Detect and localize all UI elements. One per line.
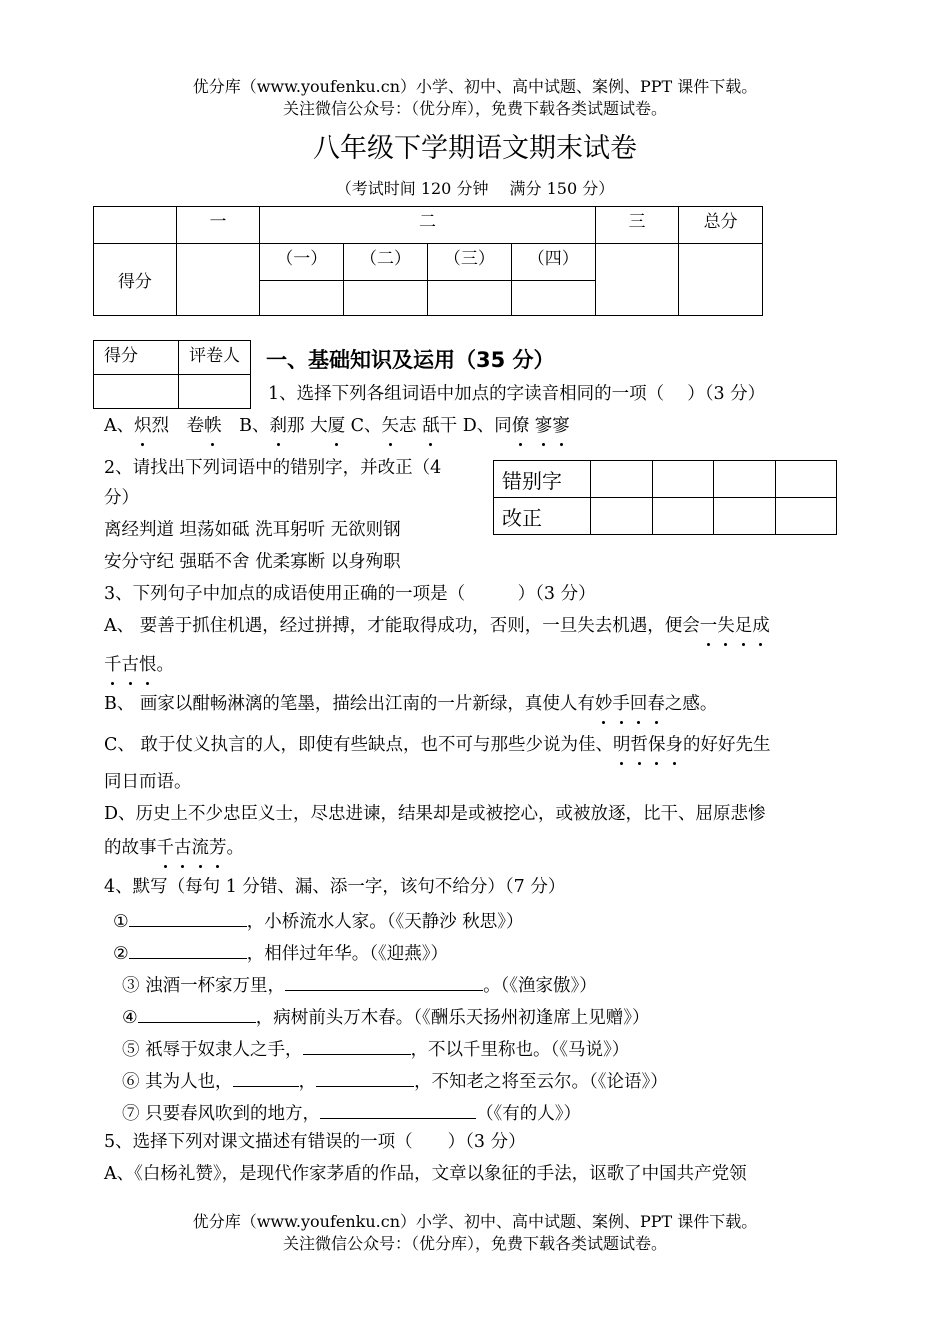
q3-d-text: 的故事 <box>104 838 157 858</box>
section-1-heading: 一、基础知识及运用（35 分） <box>266 348 555 372</box>
score-cell-1[interactable] <box>176 244 260 316</box>
q1-text: 卷 <box>186 416 205 436</box>
q4-item-3-text: ③ 浊酒一杯家万里， <box>122 976 286 996</box>
page-title: 八年级下学期语文期末试卷 <box>313 133 637 164</box>
grader-name-cell[interactable] <box>179 375 251 409</box>
score-cell-2-4[interactable] <box>511 281 595 316</box>
q1-dot-char: 僚 <box>512 413 530 439</box>
dotted-char: 古 <box>122 652 140 678</box>
score-col-1: 一 <box>176 207 260 244</box>
q4-item-5 <box>122 1034 629 1063</box>
score-table <box>93 206 763 316</box>
q4-blank-7[interactable] <box>320 1098 476 1119</box>
dotted-char: 恨 <box>139 652 157 678</box>
q2-wrong-cell-4[interactable] <box>775 461 837 498</box>
dotted-char: 流 <box>192 835 210 861</box>
q1-opt-a-label: A、 <box>104 416 135 436</box>
q1-opt-d-label: D、同 <box>457 416 512 436</box>
grader-box <box>93 340 251 409</box>
dotted-char: 手 <box>612 691 630 717</box>
dotted-char: 芳 <box>209 835 227 861</box>
q3-d-text: 。 <box>226 838 244 858</box>
q1-dot-chars <box>535 416 570 436</box>
dotted-char: 寥 <box>552 413 570 439</box>
q2-fix-cell-4[interactable] <box>775 498 837 535</box>
q4-item-2-num: ② <box>113 944 129 964</box>
footer-line-2: 关注微信公众号：（优分库），免费下载各类试题试卷。 <box>282 1234 667 1253</box>
q1-opt-b-label: B、 <box>221 416 270 436</box>
q5-stem: 5、选择下列对课文描述有错误的一项（ ）（3 分） <box>104 1132 526 1152</box>
q4-blank-4[interactable] <box>138 1002 256 1023</box>
score-table-corner <box>94 207 177 244</box>
q4-item-5-text: ⑤ 祇辱于奴隶人之手， <box>122 1040 303 1060</box>
q1-text: 烈 <box>151 416 187 436</box>
score-col-2: 二 <box>260 207 595 244</box>
dotted-char: 回 <box>630 691 648 717</box>
q3-c-idiom <box>613 735 683 755</box>
score-sub-3: （三） <box>427 244 511 281</box>
q3-option-b <box>104 691 717 717</box>
q1-opt-c-label: C、 <box>345 416 382 436</box>
q2-fix-cell-1[interactable] <box>591 498 653 535</box>
q5-option-a: A、《白杨礼赞》，是现代作家茅盾的作品，文章以象征的手法，讴歌了中国共产党领 <box>104 1164 747 1184</box>
q3-b-idiom <box>595 694 665 714</box>
q3-a-idiom-part1 <box>700 616 770 636</box>
q2-row-wrong-label: 错别字 <box>494 461 591 498</box>
q3-a-idiom-part2 <box>104 655 157 675</box>
footer-line-1: 优分库（www.youfenku.cn）小学、初中、高中试题、案例、PPT 课件下载。 <box>192 1212 758 1231</box>
q4-blank-1[interactable] <box>129 906 247 927</box>
dotted-char: 妙 <box>595 691 613 717</box>
q2-wrong-cell-2[interactable] <box>652 461 714 498</box>
q2-stem-1: 2、请找出下列词语中的错别字，并改正（4 <box>104 458 442 478</box>
q2-words-2: 安分守纪 强聒不舍 优柔寡断 以身殉职 <box>104 552 401 572</box>
dotted-char: 成 <box>752 613 770 639</box>
q3-option-c-line2: 同日而语。 <box>104 772 192 792</box>
q3-option-a-line2 <box>104 652 174 678</box>
dotted-char: 寥 <box>535 413 553 439</box>
q1-text: 大 <box>310 416 328 436</box>
q2-stem-2: 分） <box>104 488 139 508</box>
score-sub-2: （二） <box>344 244 428 281</box>
q4-item-2 <box>113 938 448 967</box>
score-sub-4: （四） <box>511 244 595 281</box>
q4-stem: 4、默写（每句 1 分错、漏、添一字，该句不给分）（7 分） <box>104 877 566 897</box>
q2-correction-table <box>493 460 837 535</box>
dotted-char: 身 <box>665 732 683 758</box>
dotted-char: 保 <box>648 732 666 758</box>
score-cell-2-3[interactable] <box>427 281 511 316</box>
q3-stem: 3、下列句子中加点的成语使用正确的一项是（ ）（3 分） <box>104 584 596 604</box>
q3-d-idiom <box>157 838 227 858</box>
q4-item-4-num: ④ <box>122 1008 138 1028</box>
q4-item-6-text: ， <box>298 1072 317 1092</box>
q4-blank-6b[interactable] <box>316 1066 414 1087</box>
grader-name-label: 评卷人 <box>179 341 251 375</box>
dotted-char: 明 <box>613 732 631 758</box>
exam-info: （考试时间 120 分钟 满分 150 分） <box>335 179 615 198</box>
dotted-char: 千 <box>157 835 175 861</box>
dotted-char: 足 <box>735 613 753 639</box>
q4-item-4 <box>122 1002 649 1031</box>
q1-dot-char: 舐 <box>422 413 440 439</box>
q3-option-a-line1 <box>104 613 770 639</box>
q3-b-text: 之感。 <box>664 694 718 714</box>
q4-blank-2[interactable] <box>129 938 247 959</box>
q1-dot-char: 厦 <box>328 413 346 439</box>
q2-row-fix-label: 改正 <box>494 498 591 535</box>
q4-item-7 <box>122 1098 581 1127</box>
q4-item-7-text: ⑦ 只要春风吹到的地方， <box>122 1104 321 1124</box>
q1-options <box>104 413 570 439</box>
grader-score-label: 得分 <box>94 341 179 375</box>
header-line-1: 优分库（www.youfenku.cn）小学、初中、高中试题、案例、PPT 课件下载。 <box>192 77 758 96</box>
q2-words-1: 离经判道 坦荡如砥 洗耳躬听 无欲则钢 <box>104 520 401 540</box>
dotted-char: 一 <box>700 613 718 639</box>
q3-option-d-line2 <box>104 835 244 861</box>
q1-text: 干 <box>439 416 458 436</box>
q1-dot-char: 矢 <box>382 413 400 439</box>
q4-item-1-num: ① <box>113 912 129 932</box>
dotted-char: 失 <box>717 613 735 639</box>
q4-item-3-text: 。（《渔家傲》） <box>483 976 597 996</box>
grader-score-cell[interactable] <box>94 375 179 409</box>
q4-item-1-text: ，小桥流水人家。（《天静沙 秋思》） <box>246 912 524 932</box>
q3-a-text: A、 要善于抓住机遇，经过拼搏，才能取得成功，否则，一旦失去机遇，便会 <box>104 616 700 636</box>
q2-wrong-cell-3[interactable] <box>714 461 776 498</box>
q4-item-4-text: ，病树前头万木春。（《酬乐天扬州初逢席上见赠》） <box>255 1008 650 1028</box>
q4-blank-3[interactable] <box>285 970 483 991</box>
q3-option-c-line1 <box>104 732 770 758</box>
q3-c-text: 的好好先生 <box>682 735 771 755</box>
score-cell-total[interactable] <box>679 244 763 316</box>
score-sub-1: （一） <box>260 244 344 281</box>
score-cell-3[interactable] <box>595 244 679 316</box>
q3-option-d-line1: D、历史上不少忠臣义士，尽忠进谏，结果却是或被挖心，或被放逐，比干、屈原悲惨 <box>104 804 766 824</box>
q4-item-6 <box>122 1066 668 1095</box>
q4-item-2-text: ，相伴过年华。（《迎燕》） <box>246 944 448 964</box>
q4-item-1 <box>113 906 524 935</box>
q3-b-text: B、 画家以酣畅淋漓的笔墨，描绘出江南的一片新绿，真使人有 <box>104 694 595 714</box>
q4-blank-5[interactable] <box>303 1034 411 1055</box>
q3-a-text: 。 <box>156 655 174 675</box>
dotted-char: 春 <box>647 691 665 717</box>
dotted-char: 古 <box>174 835 192 861</box>
dotted-char: 千 <box>104 652 122 678</box>
q4-item-6-text: ⑥ 其为人也， <box>122 1072 233 1092</box>
q1-dot-char: 帙 <box>204 413 222 439</box>
q4-blank-6a[interactable] <box>233 1066 299 1087</box>
q4-item-6-text: ，不知老之将至云尔。（《论语》） <box>414 1072 668 1092</box>
score-col-3: 三 <box>595 207 679 244</box>
q3-c-text: C、 敢于仗义执言的人，即使有些缺点，也不可与那些少说为佳、 <box>104 735 613 755</box>
q4-item-3 <box>122 970 597 999</box>
score-col-total: 总分 <box>679 207 763 244</box>
q2-wrong-cell-1[interactable] <box>591 461 653 498</box>
q1-stem: 1、选择下列各组词语中加点的字读音相同的一项（ ）（3 分） <box>268 384 766 404</box>
q1-text: 那 <box>287 416 311 436</box>
q1-text: 志 <box>399 416 423 436</box>
score-row-label: 得分 <box>94 244 177 316</box>
score-cell-2-1[interactable] <box>260 281 344 316</box>
q4-item-5-text: ，不以千里称也。（《马说》） <box>410 1040 630 1060</box>
q1-dot-char: 刹 <box>270 413 288 439</box>
q2-fix-cell-2[interactable] <box>652 498 714 535</box>
q1-dot-char: 炽 <box>134 413 152 439</box>
score-cell-2-2[interactable] <box>344 281 428 316</box>
q2-fix-cell-3[interactable] <box>714 498 776 535</box>
q4-item-7-text: （《有的人》） <box>476 1104 582 1124</box>
header-line-2: 关注微信公众号：（优分库），免费下载各类试题试卷。 <box>282 99 667 118</box>
dotted-char: 哲 <box>630 732 648 758</box>
